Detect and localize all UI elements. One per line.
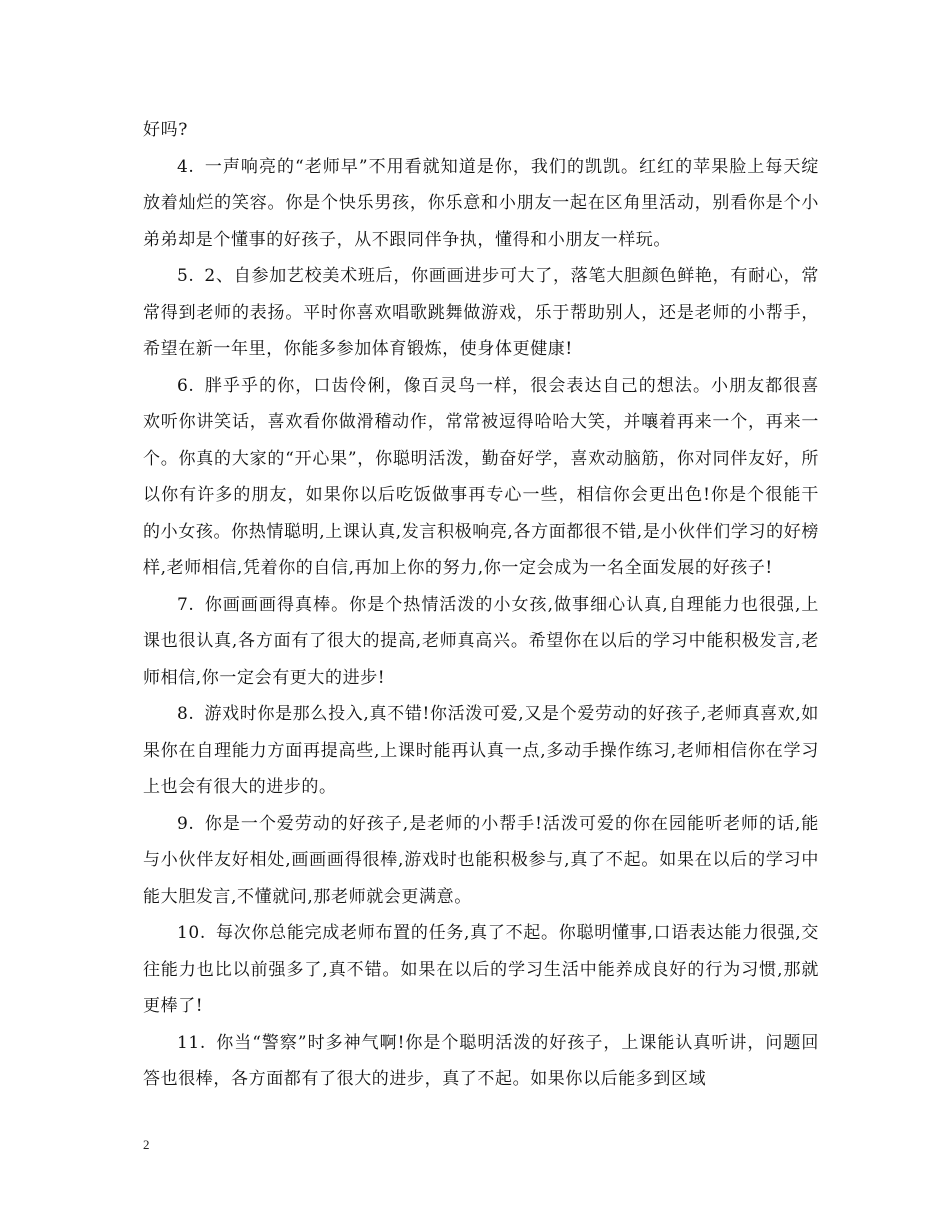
paragraph-number: 6.	[177, 375, 195, 396]
paragraph-7	[143, 587, 819, 697]
paragraph-text: 你是一个爱劳动的好孩子,是老师的小帮手!活泼可爱的你在园能听老师的话,能与小伙伴友好相处,画画画得很棒,游戏时也能积极参与,真了不起。如果在以后的学习中能大胆发言,不懂就问,那老师就会更满意。	[143, 813, 819, 907]
paragraph-text: 一声响亮的“老师早”不用看就知道是你，我们的凯凯。红红的苹果脸上每天绽放着灿烂的笑容。你是个快乐男孩，你乐意和小朋友一起在区角里活动，别看你是个小弟弟却是个懂事的好孩子，从不跟同伴争执，懂得和小朋友一样玩。	[143, 156, 819, 250]
paragraph-11	[143, 1025, 819, 1098]
paragraph-number: 7.	[177, 594, 195, 615]
paragraph-5	[143, 258, 819, 368]
paragraph-10	[143, 915, 819, 1025]
paragraph-4	[143, 149, 819, 259]
paragraph-text: 你当“警察”时多神气啊!你是个聪明活泼的好孩子，上课能认真听讲，问题回答也很棒，各方面都有了很大的进步，真了不起。如果你以后能多到区域	[143, 1032, 819, 1089]
paragraph-continuation: 好吗?	[143, 120, 188, 140]
paragraph-number: 5.	[177, 266, 195, 286]
paragraph-9	[143, 806, 819, 916]
paragraph-text: 你画画画得真棒。你是个热情活泼的小女孩,做事细心认真,自理能力也很强,上课也很认真,各方面有了很大的提高,老师真高兴。希望你在以后的学习中能积极发言,老师相信,你一定会有更大的进步!	[143, 594, 819, 688]
paragraph-text: 游戏时你是那么投入,真不错!你活泼可爱,又是个爱劳动的好孩子,老师真喜欢,如果你在自理能力方面再提高些,上课时能再认真一点,多动手操作练习,老师相信你在学习上也会有很大的进步的。	[143, 704, 819, 797]
paragraph-text: 每次你总能完成老师布置的任务,真了不起。你聪明懂事,口语表达能力很强,交往能力也比以前强多了,真不错。如果在以后的学习生活中能养成良好的行为习惯,那就更棒了!	[143, 923, 819, 1016]
paragraph-number: 11.	[177, 1032, 206, 1053]
paragraph-text: 胖乎乎的你，口齿伶俐，像百灵鸟一样，很会表达自己的想法。小朋友都很喜欢听你讲笑话，喜欢看你做滑稽动作，常常被逗得哈哈大笑，并嚷着再来一个，再来一个。你真的大家的“开心果”，你聪明活泼，勤奋好学，喜欢动脑筋，你对同伴友好，所以你有许多的朋友，如果你以后吃饭做事再专心一些，相信你会更出色!你是个很能干的小女孩。你热情聪明,上课认真,发言积极响亮,各方面都很不错,是小伙伴们学习的好榜样,老师相信,凭着你的自信,再加上你的努力,你一定会成为一名全面发展的好孩子!	[143, 375, 819, 578]
paragraph-8	[143, 696, 819, 806]
paragraph-number: 4.	[177, 156, 195, 177]
paragraph-number: 10.	[177, 923, 206, 943]
paragraph-6	[143, 368, 819, 587]
paragraph-text: 2、自参加艺校美术班后，你画画进步可大了，落笔大胆颜色鲜艳，有耐心，常常得到老师的表扬。平时你喜欢唱歌跳舞做游戏，乐于帮助别人，还是老师的小帮手，希望在新一年里，你能多参加体育锻炼，使身体更健康!	[143, 266, 819, 359]
page-number: 2	[143, 1137, 150, 1152]
paragraph-number: 9.	[177, 813, 195, 834]
paragraph-number: 8.	[177, 704, 195, 724]
body-text	[143, 112, 819, 1098]
